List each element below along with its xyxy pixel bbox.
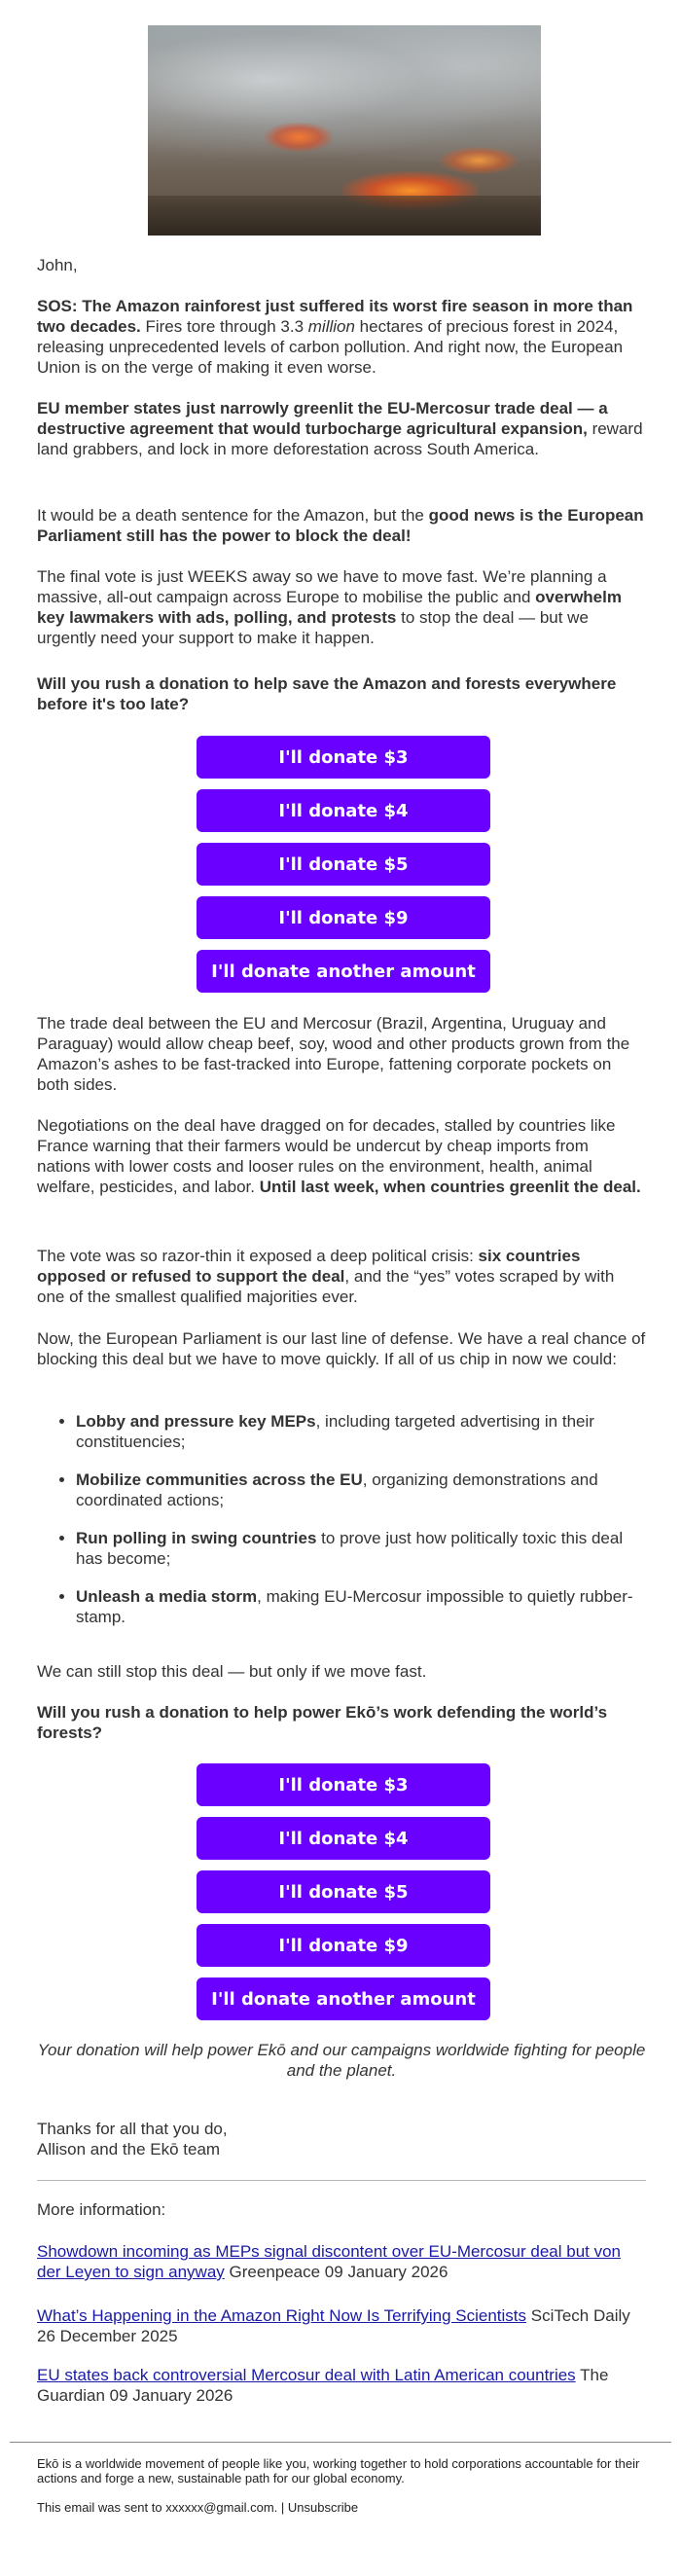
paragraph-eu-greenlit: EU member states just narrowly greenlit the EU-Mercosur trade deal — a destructive agreement that would turbocharge agricultural expansion, reward land grabbers, and lock in more deforestation across South America. <box>37 399 643 458</box>
divider <box>37 2180 646 2181</box>
donate-9-button[interactable]: I'll donate $9 <box>197 896 490 939</box>
more-info-heading: More information: <box>37 2200 166 2219</box>
list-item: • Unleash a media storm, making EU-Mercosur impossible to quietly rubber-stamp. <box>76 1586 646 1627</box>
burning-forest-image <box>148 25 541 236</box>
donate-5-button[interactable]: I'll donate $5 <box>197 843 490 886</box>
news-item: Showdown incoming as MEPs signal discontent over EU-Mercosur deal but von der Leyen to sign anyway Greenpeace 09 January 2026 <box>37 2242 622 2281</box>
donate-4-button[interactable]: I'll donate $4 <box>197 1817 490 1860</box>
news-item: EU states back controversial Mercosur deal with Latin American countries The Guardian 09 January 2026 <box>37 2366 609 2405</box>
action-list <box>37 1411 646 1645</box>
paragraph-trade-deal: The trade deal between the EU and Mercosur (Brazil, Argentina, Uruguay and Paraguay) would allow cheap beef, soy, wood and other products grown from the Amazon’s ashes to be fast-tracked into Europe, fattening corporate pockets on both sides. <box>37 1014 630 1094</box>
paragraph-sos: SOS: The Amazon rainforest just suffered its worst fire season in more than two decades. Fires tore through 3.3 million hectares of precious forest in 2024, releasing unprecedented levels of carbon pollution. And right now, the European Union is on the verge of making it even worse. <box>37 297 633 377</box>
paragraph-negotiations: Negotiations on the deal have dragged on for decades, stalled by countries like France warning that their farmers would be undercut by cheap imports from nations with lower costs and looser rules on the environment, health, animal welfare, pesticides, and labor. Until last week, when countries greenlit the deal. <box>37 1116 641 1196</box>
list-item: • Lobby and pressure key MEPs, including targeted advertising in their constituencies; <box>76 1411 646 1452</box>
news-item: What’s Happening in the Amazon Right Now Is Terrifying Scientists SciTech Daily 26 December 2025 <box>37 2306 630 2345</box>
donation-ask-1: Will you rush a donation to help save the Amazon and forests everywhere before it's too late? <box>37 674 617 713</box>
news-link-greenpeace[interactable]: Showdown incoming as MEPs signal discontent over EU-Mercosur deal but von der Leyen to sign anyway <box>37 2242 622 2281</box>
signoff: Thanks for all that you do, Allison and the Ekō team <box>37 2120 228 2159</box>
footer-divider <box>10 2442 671 2443</box>
footer-about: Ekō is a worldwide movement of people like you, working together to hold corporations accountable for their actions and forge a new, sustainable path for our global economy. <box>37 2456 640 2485</box>
donate-3-button[interactable]: I'll donate $3 <box>197 736 490 779</box>
list-item: • Mobilize communities across the EU, organizing demonstrations and coordinated actions; <box>76 1469 646 1510</box>
greeting: John, <box>37 256 78 274</box>
news-link-scitech[interactable]: What’s Happening in the Amazon Right Now Is Terrifying Scientists <box>37 2306 527 2325</box>
paragraph-still-stop: We can still stop this deal — but only if we move fast. <box>37 1662 427 1681</box>
donation-note: Your donation will help power Ekō and our campaigns worldwide fighting for people and the planet. <box>37 2041 646 2080</box>
donate-9-button[interactable]: I'll donate $9 <box>197 1924 490 1967</box>
donate-other-amount-button[interactable]: I'll donate another amount <box>197 950 490 993</box>
news-link-guardian[interactable]: EU states back controversial Mercosur deal with Latin American countries <box>37 2366 576 2384</box>
donate-5-button[interactable]: I'll donate $5 <box>197 1870 490 1913</box>
paragraph-good-news: It would be a death sentence for the Amazon, but the good news is the European Parliament still has the power to block the deal! <box>37 506 644 545</box>
donate-other-amount-button[interactable]: I'll donate another amount <box>197 1977 490 2020</box>
unsubscribe-link[interactable]: Unsubscribe <box>287 2500 359 2515</box>
footer-sent-to: This email was sent to xxxxxx@gmail.com. | Unsubscribe <box>37 2500 359 2515</box>
list-item: • Run polling in swing countries to prove just how politically toxic this deal has become; <box>76 1528 646 1569</box>
paragraph-vote-crisis: The vote was so razor-thin it exposed a deep political crisis: six countries opposed or refused to support the deal, and the “yes” votes scraped by with one of the smallest qualified majorities ever. <box>37 1247 615 1306</box>
donate-4-button[interactable]: I'll donate $4 <box>197 789 490 832</box>
donation-ask-2: Will you rush a donation to help power Ekō’s work defending the world’s forests? <box>37 1703 608 1742</box>
paragraph-final-vote: The final vote is just WEEKS away so we have to move fast. We’re planning a massive, all-out campaign across Europe to mobilise the public and overwhelm key lawmakers with ads, polling, and protests to stop the deal — but we urgently need your support to make it happen. <box>37 567 622 647</box>
donate-3-button[interactable]: I'll donate $3 <box>197 1763 490 1806</box>
paragraph-last-defense: Now, the European Parliament is our last line of defense. We have a real chance of blocking this deal but we have to move quickly. If all of us chip in now we could: <box>37 1329 646 1368</box>
